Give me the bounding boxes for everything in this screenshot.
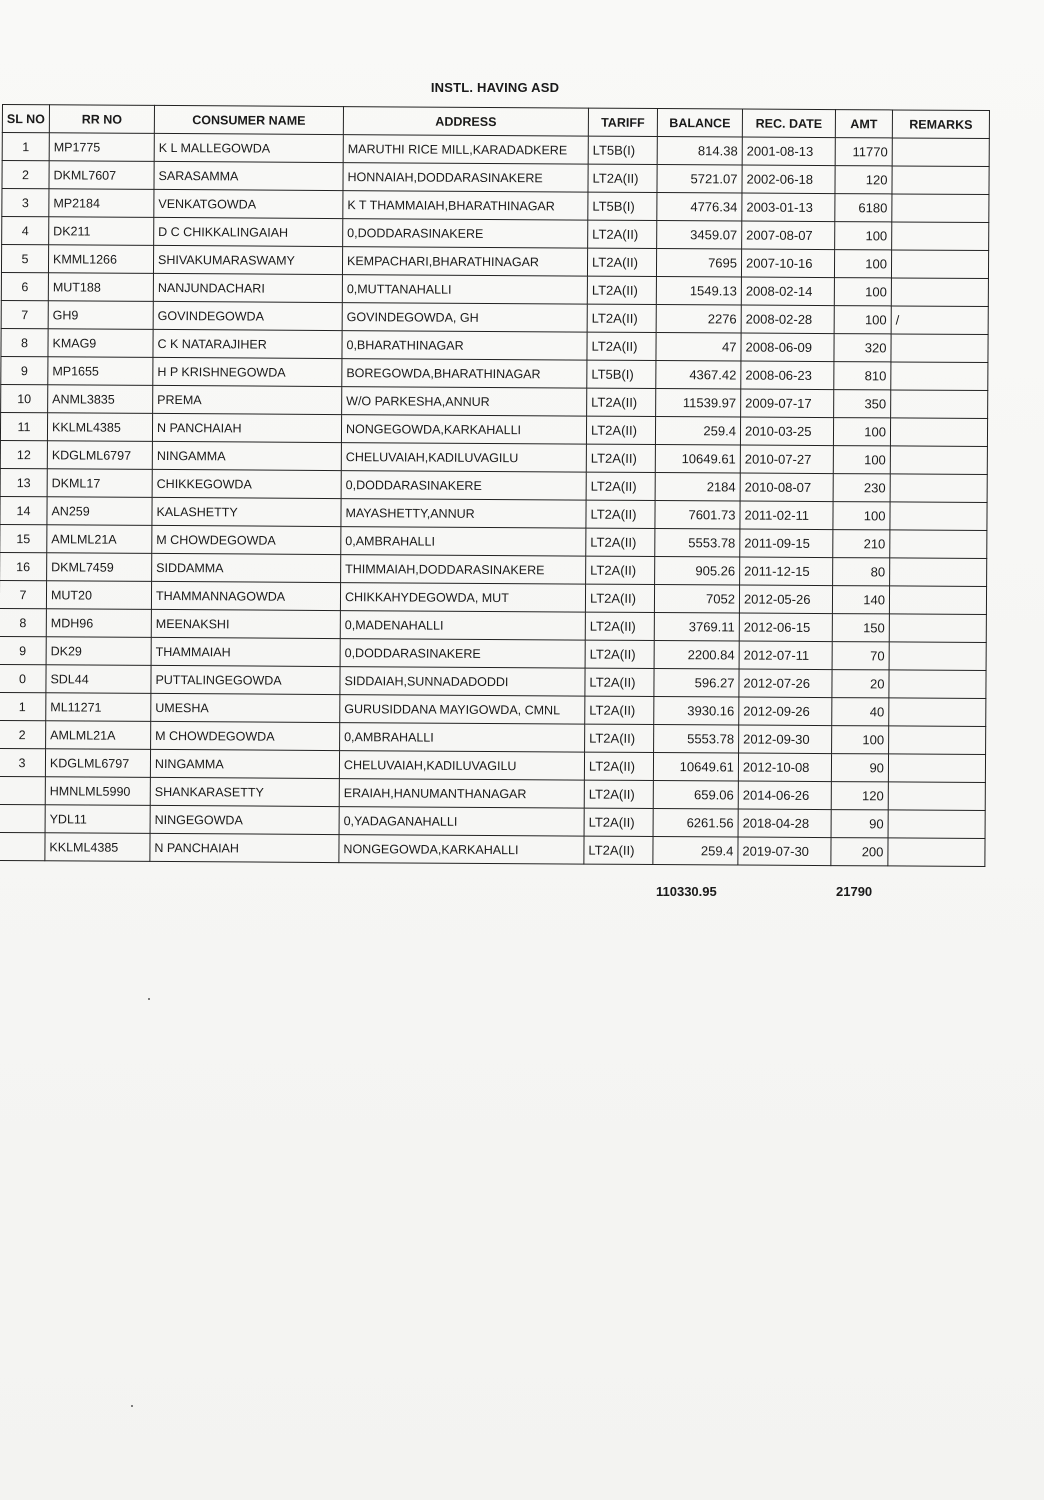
paper-speck: [131, 1405, 133, 1407]
cell-rr-no: MUT188: [48, 273, 153, 302]
cell-address: 0,AMBRAHALLI: [340, 723, 585, 752]
cell-address: 0,DODDARASINAKERE: [341, 471, 586, 500]
cell-consumer-name: NINGAMMA: [152, 441, 341, 470]
cell-amt: 100: [834, 306, 891, 334]
cell-sl-no: 11: [0, 412, 47, 440]
cell-remarks: [890, 558, 987, 587]
cell-tariff: LT2A(II): [585, 640, 654, 668]
cell-rr-no: MP1775: [49, 133, 154, 162]
cell-consumer-name: C K NATARAJIHER: [153, 329, 342, 358]
cell-rec-date: 2010-03-25: [740, 417, 833, 446]
cell-sl-no: 6: [1, 272, 48, 300]
paper-speck: [148, 998, 150, 1000]
cell-sl-no: 12: [0, 440, 47, 468]
cell-consumer-name: NINGAMMA: [150, 749, 339, 778]
cell-tariff: LT2A(II): [585, 696, 654, 724]
cell-amt: 150: [832, 614, 889, 642]
cell-address: ERAIAH,HANUMANTHANAGAR: [339, 779, 584, 808]
cell-amt: 70: [832, 642, 889, 670]
table-body: [0, 133, 989, 867]
cell-tariff: LT2A(II): [587, 276, 656, 304]
cell-address: GOVINDEGOWDA, GH: [342, 303, 587, 332]
cell-tariff: LT2A(II): [585, 668, 654, 696]
cell-consumer-name: N PANCHAIAH: [152, 413, 341, 442]
cell-tariff: LT2A(II): [587, 388, 656, 416]
cell-address: HONNAIAH,DODDARASINAKERE: [343, 163, 588, 192]
cell-rr-no: KMML1266: [48, 245, 153, 274]
cell-address: 0,BHARATHINAGAR: [342, 331, 587, 360]
cell-tariff: LT2A(II): [587, 248, 656, 276]
cell-balance: 4776.34: [657, 193, 742, 222]
cell-tariff: LT2A(II): [585, 584, 654, 612]
cell-tariff: LT2A(II): [586, 556, 655, 584]
cell-balance: 10649.61: [653, 752, 738, 781]
cell-sl-no: 10: [1, 384, 48, 412]
cell-tariff: LT2A(II): [586, 500, 655, 528]
cell-sl-no: 7: [0, 580, 47, 608]
cell-remarks: [889, 698, 986, 727]
total-balance: 110330.95: [656, 884, 717, 899]
cell-rr-no: KMAG9: [48, 329, 153, 358]
cell-remarks: [890, 474, 987, 503]
cell-rec-date: 2007-08-07: [742, 221, 835, 250]
header-amt: AMT: [835, 110, 892, 138]
cell-remarks: [891, 334, 988, 363]
cell-balance: 47: [656, 332, 741, 361]
cell-rec-date: 2008-02-28: [741, 305, 834, 334]
cell-tariff: LT2A(II): [585, 612, 654, 640]
cell-tariff: LT2A(II): [586, 472, 655, 500]
cell-remarks: [891, 362, 988, 391]
cell-rr-no: ANML3835: [48, 385, 153, 414]
cell-rec-date: 2014-06-26: [738, 781, 831, 810]
cell-sl-no: 9: [1, 356, 48, 384]
cell-balance: 3769.11: [654, 612, 739, 641]
cell-amt: 80: [833, 558, 890, 586]
cell-rr-no: HMNLML5990: [45, 777, 150, 806]
cell-rr-no: DK211: [49, 217, 154, 246]
cell-consumer-name: PUTTALINGEGOWDA: [151, 665, 340, 694]
cell-amt: 120: [835, 166, 892, 194]
cell-amt: 100: [832, 726, 889, 754]
cell-rec-date: 2012-05-26: [739, 585, 832, 614]
total-amt: 21790: [836, 884, 873, 899]
cell-rr-no: KDGLML6797: [47, 441, 152, 470]
cell-consumer-name: SARASAMMA: [154, 161, 343, 190]
cell-consumer-name: MEENAKSHI: [151, 609, 340, 638]
cell-tariff: LT2A(II): [588, 164, 657, 192]
cell-amt: 200: [831, 838, 888, 866]
cell-amt: 20: [832, 670, 889, 698]
cell-rr-no: MP1655: [48, 357, 153, 386]
cell-remarks: [888, 782, 985, 811]
cell-rr-no: DKML7459: [47, 553, 152, 582]
cell-consumer-name: THAMMAIAH: [151, 637, 340, 666]
cell-rec-date: 2012-10-08: [738, 753, 831, 782]
cell-amt: 100: [834, 250, 891, 278]
cell-rr-no: SDL44: [46, 665, 151, 694]
cell-rec-date: 2011-09-15: [740, 529, 833, 558]
cell-balance: 659.06: [653, 780, 738, 809]
header-address: ADDRESS: [343, 107, 588, 136]
cell-consumer-name: H P KRISHNEGOWDA: [153, 357, 342, 386]
cell-remarks: [888, 810, 985, 839]
cell-rec-date: 2011-02-11: [740, 501, 833, 530]
cell-address: 0,AMBRAHALLI: [341, 527, 586, 556]
cell-remarks: [890, 418, 987, 447]
cell-balance: 5553.78: [654, 724, 739, 753]
cell-amt: 11770: [835, 138, 892, 166]
header-tariff: TARIFF: [588, 108, 657, 136]
cell-sl-no: 1: [2, 133, 49, 161]
cell-tariff: LT5B(I): [587, 360, 656, 388]
header-rec-date: REC. DATE: [742, 109, 835, 138]
cell-rec-date: 2012-07-11: [739, 641, 832, 670]
cell-rr-no: AMLML21A: [47, 525, 152, 554]
header-consumer-name: CONSUMER NAME: [154, 105, 343, 134]
cell-balance: 11539.97: [656, 388, 741, 417]
cell-rr-no: KKLML4385: [45, 833, 150, 862]
cell-rr-no: GH9: [48, 301, 153, 330]
cell-consumer-name: M CHOWDEGOWDA: [151, 721, 340, 750]
cell-rr-no: YDL11: [45, 805, 150, 834]
cell-tariff: LT2A(II): [585, 724, 654, 752]
cell-remarks: [889, 726, 986, 755]
cell-address: BOREGOWDA,BHARATHINAGAR: [342, 359, 587, 388]
cell-sl-no: 3: [0, 748, 46, 776]
cell-consumer-name: CHIKKEGOWDA: [152, 469, 341, 498]
cell-address: MARUTHI RICE MILL,KARADADKERE: [343, 135, 588, 164]
cell-amt: 90: [831, 754, 888, 782]
cell-address: CHIKKAHYDEGOWDA, MUT: [340, 583, 585, 612]
cell-amt: 810: [834, 362, 891, 390]
cell-rec-date: 2002-06-18: [742, 165, 835, 194]
cell-address: NONGEGOWDA,KARKAHALLI: [339, 835, 584, 864]
cell-rec-date: 2012-09-30: [739, 725, 832, 754]
cell-remarks: [888, 838, 985, 867]
cell-rec-date: 2008-06-23: [741, 361, 834, 390]
cell-address: K T THAMMAIAH,BHARATHINAGAR: [343, 191, 588, 220]
cell-rec-date: 2007-10-16: [741, 249, 834, 278]
cell-address: 0,YADAGANAHALLI: [339, 807, 584, 836]
cell-tariff: LT2A(II): [586, 444, 655, 472]
cell-consumer-name: SIDDAMMA: [152, 553, 341, 582]
cell-address: SIDDAIAH,SUNNADADODDI: [340, 667, 585, 696]
cell-balance: 2184: [655, 472, 740, 501]
cell-balance: 814.38: [657, 137, 742, 166]
cell-tariff: LT2A(II): [587, 304, 656, 332]
asd-installations-table: [0, 104, 990, 867]
cell-balance: 7695: [656, 249, 741, 278]
cell-rr-no: MDH96: [46, 609, 151, 638]
cell-consumer-name: K L MALLEGOWDA: [154, 133, 343, 162]
cell-rec-date: 2010-07-27: [740, 445, 833, 474]
cell-balance: 3459.07: [657, 221, 742, 250]
cell-remarks: [890, 530, 987, 559]
cell-sl-no: 7: [1, 300, 48, 328]
cell-remarks: [891, 390, 988, 419]
cell-remarks: [890, 502, 987, 531]
table-row: [0, 832, 985, 866]
cell-consumer-name: THAMMANNAGOWDA: [151, 581, 340, 610]
cell-tariff: LT5B(I): [588, 136, 657, 164]
cell-consumer-name: KALASHETTY: [152, 497, 341, 526]
cell-remarks: [891, 250, 988, 279]
cell-remarks: [892, 166, 989, 195]
cell-rec-date: 2011-12-15: [740, 557, 833, 586]
cell-sl-no: 8: [0, 608, 46, 636]
cell-balance: 905.26: [655, 556, 740, 585]
cell-remarks: [892, 138, 989, 167]
cell-sl-no: [0, 804, 45, 832]
cell-address: CHELUVAIAH,KADILUVAGILU: [341, 443, 586, 472]
cell-balance: 596.27: [654, 668, 739, 697]
document-title: INSTL. HAVING ASD: [430, 80, 560, 95]
cell-rr-no: MP2184: [49, 189, 154, 218]
cell-rec-date: 2008-02-14: [741, 277, 834, 306]
cell-balance: 3930.16: [654, 696, 739, 725]
cell-sl-no: 8: [1, 328, 48, 356]
cell-tariff: LT2A(II): [587, 332, 656, 360]
cell-remarks: [892, 222, 989, 251]
cell-sl-no: 5: [1, 245, 48, 273]
cell-remarks: [889, 614, 986, 643]
cell-sl-no: 16: [0, 552, 47, 580]
cell-amt: 100: [833, 502, 890, 530]
cell-address: 0,MUTTANAHALLI: [342, 275, 587, 304]
cell-sl-no: 0: [0, 664, 46, 692]
cell-tariff: LT2A(II): [586, 528, 655, 556]
cell-sl-no: [0, 776, 45, 804]
cell-tariff: LT2A(II): [586, 416, 655, 444]
cell-sl-no: 2: [2, 161, 49, 189]
header-balance: BALANCE: [657, 109, 742, 138]
cell-amt: 140: [832, 586, 889, 614]
cell-sl-no: 9: [0, 636, 46, 664]
cell-rec-date: 2012-06-15: [739, 613, 832, 642]
cell-rr-no: MUT20: [46, 581, 151, 610]
cell-sl-no: 14: [0, 496, 47, 524]
cell-consumer-name: N PANCHAIAH: [150, 833, 339, 862]
cell-balance: 5553.78: [655, 528, 740, 557]
cell-rec-date: 2003-01-13: [742, 193, 835, 222]
cell-rr-no: ML11271: [46, 693, 151, 722]
cell-amt: 120: [831, 782, 888, 810]
cell-rec-date: 2001-08-13: [742, 137, 835, 166]
cell-consumer-name: SHIVAKUMARASWAMY: [153, 245, 342, 274]
cell-address: NONGEGOWDA,KARKAHALLI: [341, 415, 586, 444]
cell-consumer-name: GOVINDEGOWDA: [153, 301, 342, 330]
cell-rec-date: 2018-04-28: [738, 809, 831, 838]
cell-rec-date: 2008-06-09: [741, 333, 834, 362]
cell-consumer-name: NANJUNDACHARI: [153, 273, 342, 302]
cell-consumer-name: UMESHA: [151, 693, 340, 722]
cell-amt: 40: [832, 698, 889, 726]
cell-sl-no: 3: [2, 189, 49, 217]
cell-amt: 6180: [835, 194, 892, 222]
cell-balance: 10649.61: [655, 444, 740, 473]
cell-balance: 6261.56: [653, 808, 738, 837]
cell-sl-no: [0, 832, 45, 860]
cell-remarks: [889, 586, 986, 615]
cell-consumer-name: NINGEGOWDA: [150, 805, 339, 834]
cell-tariff: LT2A(II): [584, 752, 653, 780]
cell-balance: 7601.73: [655, 500, 740, 529]
cell-balance: 5721.07: [657, 165, 742, 194]
cell-rr-no: AN259: [47, 497, 152, 526]
cell-balance: 4367.42: [656, 360, 741, 389]
cell-remarks: [890, 446, 987, 475]
cell-tariff: LT2A(II): [584, 808, 653, 836]
cell-amt: 100: [833, 446, 890, 474]
cell-balance: 259.4: [655, 416, 740, 445]
cell-address: W/O PARKESHA,ANNUR: [342, 387, 587, 416]
cell-address: CHELUVAIAH,KADILUVAGILU: [339, 751, 584, 780]
cell-rec-date: 2010-08-07: [740, 473, 833, 502]
cell-amt: 210: [833, 530, 890, 558]
cell-amt: 100: [834, 278, 891, 306]
cell-rec-date: 2012-07-26: [739, 669, 832, 698]
cell-consumer-name: PREMA: [153, 385, 342, 414]
cell-consumer-name: SHANKARASETTY: [150, 777, 339, 806]
cell-consumer-name: VENKATGOWDA: [154, 189, 343, 218]
header-sl-no: SL NO: [2, 105, 49, 133]
cell-tariff: LT2A(II): [584, 836, 653, 864]
cell-tariff: LT2A(II): [584, 780, 653, 808]
cell-rec-date: 2012-09-26: [739, 697, 832, 726]
cell-rr-no: DKML17: [47, 469, 152, 498]
cell-remarks: [888, 754, 985, 783]
cell-consumer-name: D C CHIKKALINGAIAH: [154, 217, 343, 246]
cell-amt: 350: [834, 390, 891, 418]
cell-tariff: LT5B(I): [588, 192, 657, 220]
cell-amt: 230: [833, 474, 890, 502]
cell-address: 0,DODDARASINAKERE: [340, 639, 585, 668]
cell-amt: 100: [835, 222, 892, 250]
cell-address: GURUSIDDANA MAYIGOWDA, CMNL: [340, 695, 585, 724]
cell-amt: 320: [834, 334, 891, 362]
cell-sl-no: 2: [0, 720, 46, 748]
cell-rr-no: DKML7607: [49, 161, 154, 190]
cell-rec-date: 2009-07-17: [741, 389, 834, 418]
cell-remarks: [889, 642, 986, 671]
cell-amt: 100: [833, 418, 890, 446]
cell-sl-no: 15: [0, 524, 47, 552]
cell-address: 0,DODDARASINAKERE: [343, 219, 588, 248]
cell-amt: 90: [831, 810, 888, 838]
cell-rec-date: 2019-07-30: [738, 837, 831, 866]
cell-rr-no: KKLML4385: [47, 413, 152, 442]
cell-balance: 1549.13: [656, 277, 741, 306]
cell-rr-no: AMLML21A: [46, 721, 151, 750]
header-rr-no: RR NO: [49, 105, 154, 134]
cell-address: THIMMAIAH,DODDARASINAKERE: [341, 555, 586, 584]
cell-sl-no: 1: [0, 692, 46, 720]
header-remarks: REMARKS: [892, 110, 989, 139]
cell-remarks: /: [891, 306, 988, 335]
cell-address: MAYASHETTY,ANNUR: [341, 499, 586, 528]
cell-address: 0,MADENAHALLI: [340, 611, 585, 640]
cell-balance: 259.4: [653, 836, 738, 865]
cell-address: KEMPACHARI,BHARATHINAGAR: [342, 247, 587, 276]
cell-consumer-name: M CHOWDEGOWDA: [152, 525, 341, 554]
cell-remarks: [892, 194, 989, 223]
cell-sl-no: 13: [0, 468, 47, 496]
cell-remarks: [891, 278, 988, 307]
cell-balance: 2276: [656, 305, 741, 334]
cell-balance: 7052: [654, 584, 739, 613]
cell-rr-no: DK29: [46, 637, 151, 666]
cell-balance: 2200.84: [654, 640, 739, 669]
cell-remarks: [889, 670, 986, 699]
cell-rr-no: KDGLML6797: [45, 749, 150, 778]
cell-tariff: LT2A(II): [588, 220, 657, 248]
cell-sl-no: 4: [2, 217, 49, 245]
